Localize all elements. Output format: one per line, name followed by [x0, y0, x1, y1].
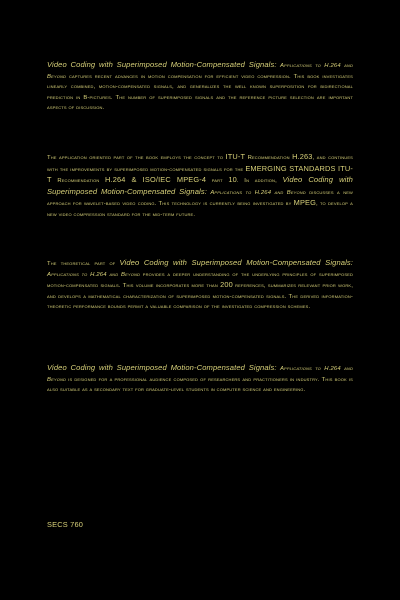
text-run: Recommendation	[245, 155, 293, 161]
text-run: , to develop a new video compression standard for the mid-term future.	[47, 201, 353, 218]
text-run: Video Coding with Superimposed Motion-Compensated Signals:	[119, 258, 353, 267]
text-run: Recommendation	[51, 178, 106, 185]
text-run: , and continues with the improvements by superimposed motion-compensated signals for the	[47, 155, 353, 173]
text-run: EMERGING STANDARDS ITU-T	[47, 163, 354, 185]
text-run: Video Coding with Superimposed Motion-Compensated Signals:	[47, 363, 277, 372]
text-run: Applications to H.264 and Beyond	[47, 63, 353, 80]
text-run: Applications to H.264 and Beyond	[47, 366, 353, 383]
text-run: captures recent advances in motion compensation for efficient video compression. This book investigates linearly combined, motion-compensated signals, and generalizes the well known superposition for bidirectional prediction in B-pictures. The number of superimposed signals and the reference picture selection are important aspects of discussion.	[47, 73, 353, 112]
audience-paragraph	[47, 363, 353, 396]
text-run: discusses a new approach for wavelet-based video coding. This technology is currently being investigated by	[47, 189, 353, 208]
text-run: is designed for a professional audience composed of researchers and practitioners in industry. This book is also suitable as a secondary text for graduate-level students in computer science and engineering.	[47, 376, 353, 394]
description-paragraph	[47, 60, 353, 114]
text-run: provides a deeper understanding of the underlying principles of superimposed motion-compensated signals. This volume incorporates more than	[47, 271, 353, 290]
text-run: Applications to H.264 and Beyond	[47, 271, 141, 278]
text-run: Video Coding with Superimposed Motion-Compensated Signals:	[47, 60, 277, 69]
text-run: The application oriented part of the book employs the concept to	[47, 155, 226, 161]
text-run: H.264 & ISO/IEC MPEG-4	[105, 175, 207, 185]
text-run: part	[206, 178, 229, 185]
text-run: Video Coding with Superimposed Motion-Compensated Signals:	[47, 175, 353, 196]
theory-paragraph	[47, 258, 353, 313]
text-run: Applications to H.264 and Beyond	[210, 189, 306, 196]
series-code: SECS 760	[47, 520, 84, 529]
text-run: . In addition,	[236, 178, 283, 185]
text-run: The theoretical part of	[47, 261, 120, 267]
application-paragraph	[47, 152, 353, 221]
text-run: H.263	[292, 152, 313, 161]
text-run: 10	[228, 175, 237, 185]
text-run: MPEG	[293, 198, 317, 208]
text-run: 200	[220, 280, 233, 290]
text-run: references, summarizes relevant prior work, and develops a mathematical characterization of superimposed motion-compensated signals. The derived information-theoretic performance bounds permit a valuable comparison of the investigated compression schemes.	[47, 283, 353, 311]
text-run: ITU-T	[225, 152, 246, 161]
